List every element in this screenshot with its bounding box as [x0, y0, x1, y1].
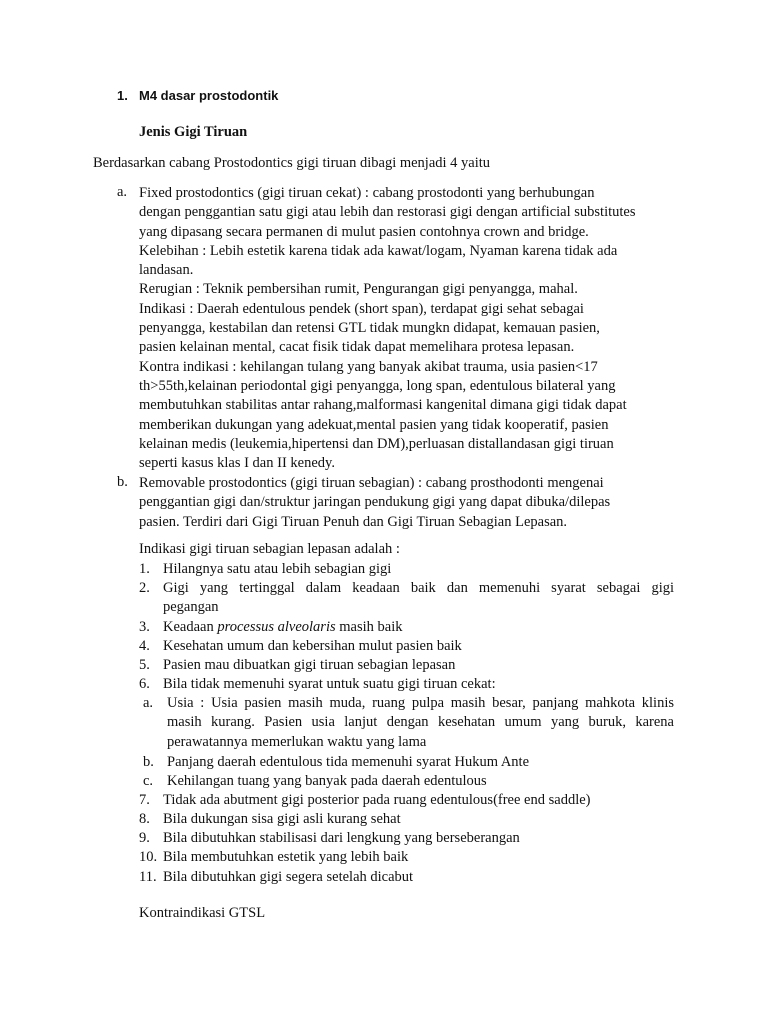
sublist-marker: a. [143, 695, 154, 711]
item-b-line: penggantian gigi dan/struktur jaringan pendukung gigi yang dapat dibuka/dilepas [139, 494, 611, 511]
item-a-line: th>55th,kelainan periodontal gigi penyangga, long span, edentulous bilateral yang [139, 377, 616, 394]
list-text: Bila tidak memenuhi syarat untuk suatu gigi tiruan cekat: [163, 676, 496, 692]
list-number: 10. [139, 849, 158, 865]
sublist-text: Kehilangan tuang yang banyak pada daerah edentulous [167, 773, 487, 789]
list-text: Tidak ada abutment gigi posterior pada ruang edentulous(free end saddle) [163, 792, 591, 808]
item-a-line: Fixed prostodontics (gigi tiruan cekat) : cabang prostodonti yang berhubungan [139, 185, 595, 201]
sublist-item [143, 753, 674, 772]
list-number: 2. [139, 580, 150, 596]
list-text: Gigi yang tertinggal dalam keadaan baik dan memenuhi syarat sebagai gigi [163, 580, 674, 596]
sublist-marker: c. [143, 773, 154, 789]
sublist-item [143, 772, 674, 791]
sublist-item [143, 694, 674, 752]
item-a-line: yang dipasang secara permanen di mulut pasien contohnya crown and bridge. [139, 223, 589, 240]
list-text: Pasien mau dibuatkan gigi tiruan sebagian lepasan [163, 657, 456, 673]
item-b-text [139, 474, 610, 532]
list-text: Bila dukungan sisa gigi asli kurang sehat [163, 811, 401, 827]
list-item [139, 791, 674, 810]
list-number: 1. [139, 561, 150, 577]
intro-paragraph: Berdasarkan cabang Prostodontics gigi tiruan dibagi menjadi 4 yaitu [93, 155, 491, 171]
section-title: Jenis Gigi Tiruan [139, 124, 248, 140]
item-a-line: seperti kasus klas I dan II kenedy. [139, 455, 335, 472]
list-number: 3. [139, 619, 150, 635]
item-a-marker: a. [117, 184, 128, 200]
item-b-line: Removable prostodontics (gigi tiruan sebagian) : cabang prosthodonti mengenai [139, 475, 604, 491]
list-number: 7. [139, 792, 150, 808]
sublist-text: Panjang daerah edentulous tida memenuhi syarat Hukum Ante [167, 754, 530, 770]
item-a-line: memberikan dukungan yang adekuat,mental pasien yang tidak kooperatif, pasien [139, 416, 609, 433]
sublist-text: Usia : Usia pasien masih muda, ruang pulpa masih besar, panjang mahkota klinis [167, 695, 674, 711]
item-b-marker: b. [117, 474, 128, 490]
item-a-text [139, 184, 636, 473]
list-number: 4. [139, 638, 150, 654]
item-a-line: Kelebihan : Lebih estetik karena tidak ada kawat/logam, Nyaman karena tidak ada [139, 242, 618, 259]
list-item [139, 637, 674, 656]
sublist-marker: b. [143, 754, 154, 770]
list-text [163, 618, 402, 637]
list-item [139, 829, 674, 848]
heading-number: 1. [117, 88, 128, 103]
list-number: 11. [139, 869, 157, 885]
item-a-line: Kontra indikasi : kehilangan tulang yang banyak akibat trauma, usia pasien<17 [139, 358, 598, 375]
list-text-part: Keadaan [163, 619, 218, 635]
list-item [139, 656, 674, 675]
sublist-text: perawatannya memerlukan waktu yang lama [167, 733, 427, 750]
list-text: Hilangnya satu atau lebih sebagian gigi [163, 561, 392, 577]
item-a-line: dengan penggantian satu gigi atau lebih dan restorasi gigi dengan artificial substitutes [139, 204, 636, 221]
list-text-italic: processus alveolaris [217, 619, 336, 635]
list-number: 5. [139, 657, 150, 673]
item-a-line: penyangga, kestabilan dan retensi GTL tidak mungkn didapat, kemauan pasien, [139, 320, 600, 337]
list-item [139, 618, 674, 637]
sublist-text: masih kurang. Pasien usia lanjut dengan kesehatan umum yang buruk, karena [167, 714, 674, 731]
item-a-line: Indikasi : Daerah edentulous pendek (short span), terdapat gigi sehat sebagai [139, 300, 584, 317]
item-b-line: pasien. Terdiri dari Gigi Tiruan Penuh dan Gigi Tiruan Sebagian Lepasan. [139, 513, 568, 530]
item-a-line: kelainan medis (leukemia,hipertensi dan DM),perluasan distallandasan gigi tiruan [139, 435, 614, 452]
heading-title: M4 dasar prostodontik [139, 88, 279, 103]
list-number: 8. [139, 811, 150, 827]
list-text: Bila dibutuhkan gigi segera setelah dicabut [163, 869, 414, 885]
list-item [139, 579, 674, 618]
list-item [139, 560, 674, 579]
item-a-line: landasan. [139, 262, 194, 279]
list-text: Kesehatan umum dan kebersihan mulut pasien baik [163, 638, 462, 654]
list-text: pegangan [163, 599, 219, 616]
item-a-line: membutuhkan stabilitas antar rahang,malformasi kangenital dimana gigi tidak dapat [139, 397, 627, 414]
kontraindikasi-title: Kontraindikasi GTSL [139, 905, 266, 921]
item-a-line: pasien kelainan mental, cacat fisik tidak dapat memelihara protesa lepasan. [139, 339, 575, 356]
list-number: 6. [139, 676, 150, 692]
list-item [139, 675, 674, 694]
list-text-part: masih baik [335, 619, 403, 635]
list-number: 9. [139, 830, 150, 846]
list-item [139, 848, 674, 867]
item-a-line: Rerugian : Teknik pembersihan rumit, Pengurangan gigi penyangga, mahal. [139, 281, 578, 298]
list-item [139, 810, 674, 829]
list-item [139, 868, 674, 887]
indikasi-title: Indikasi gigi tiruan sebagian lepasan adalah : [139, 541, 400, 557]
list-text: Bila membutuhkan estetik yang lebih baik [163, 849, 409, 865]
list-text: Bila dibutuhkan stabilisasi dari lengkung yang berseberangan [163, 830, 520, 846]
